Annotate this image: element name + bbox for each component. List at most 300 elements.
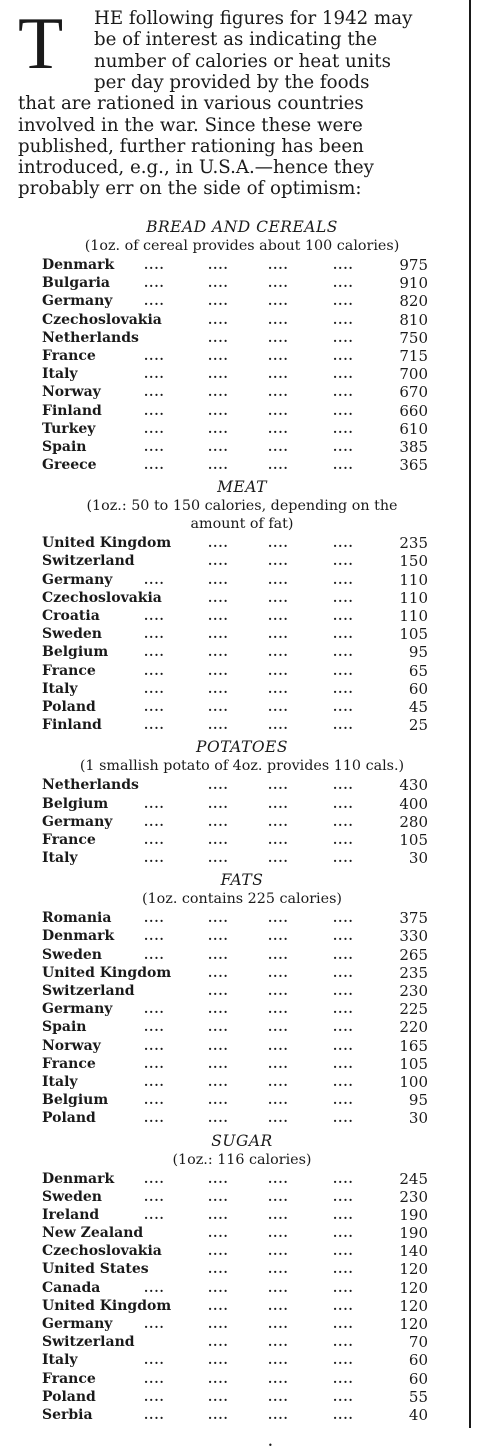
leader-dots: .... xyxy=(333,590,354,605)
calorie-value: 700 xyxy=(399,365,428,384)
country-name: Poland xyxy=(42,698,96,715)
leader-dots: .... xyxy=(208,258,229,272)
leader-dots: .... xyxy=(144,1038,165,1053)
leader-dots: .... xyxy=(333,681,354,696)
leader-dots: .... xyxy=(144,1371,165,1386)
leader-dots: .... xyxy=(208,1371,229,1386)
calorie-value: 105 xyxy=(399,830,428,849)
section-heading: SUGAR xyxy=(211,1131,273,1150)
calorie-value: 55 xyxy=(408,1387,428,1406)
country-name: Italy xyxy=(42,1352,78,1369)
leader-dots: .... xyxy=(208,1038,229,1053)
calorie-value: 330 xyxy=(399,927,428,946)
table-row xyxy=(18,383,466,401)
leader-dots: .... xyxy=(268,1226,289,1241)
leader-dots: .... xyxy=(144,276,165,291)
leader-dots: .... xyxy=(268,911,289,926)
calorie-value: 140 xyxy=(399,1242,428,1261)
country-name: Germany xyxy=(42,1316,113,1332)
calorie-value: 110 xyxy=(399,607,428,625)
calorie-value: 280 xyxy=(399,812,428,831)
country-name: Netherlands xyxy=(42,329,139,346)
table-row xyxy=(18,776,466,794)
table-row xyxy=(18,716,466,734)
section-heading: POTATOES xyxy=(196,738,288,757)
table-row xyxy=(18,347,466,365)
intro-line: HE following figures for 1942 may xyxy=(94,8,413,29)
leader-dots: .... xyxy=(208,385,229,400)
country-name: Italy xyxy=(42,680,78,697)
leader-dots: .... xyxy=(333,385,354,400)
leader-dots: .... xyxy=(333,1407,354,1422)
calorie-value: 430 xyxy=(399,776,428,795)
leader-dots: .... xyxy=(268,718,289,733)
leader-dots: .... xyxy=(144,1317,165,1331)
leader-dots: .... xyxy=(144,1074,165,1089)
leader-dots: .... xyxy=(333,627,354,642)
leader-dots: .... xyxy=(144,947,165,962)
leader-dots: .... xyxy=(333,403,354,418)
country-name: Canada xyxy=(42,1279,101,1296)
leader-dots: .... xyxy=(333,1002,354,1017)
calorie-value: 610 xyxy=(399,419,428,438)
leader-dots: .... xyxy=(208,572,229,587)
leader-dots: .... xyxy=(268,1020,289,1035)
leader-dots: .... xyxy=(268,1093,289,1108)
calorie-value: 365 xyxy=(399,456,428,475)
leader-dots: .... xyxy=(333,572,354,587)
leader-dots: .... xyxy=(144,1111,165,1126)
calorie-value: 400 xyxy=(399,794,428,813)
leader-dots: .... xyxy=(208,1317,229,1331)
leader-dots: .... xyxy=(208,536,229,551)
leader-dots: .... xyxy=(268,1335,289,1350)
leader-dots: .... xyxy=(144,294,165,309)
table-row xyxy=(18,1388,466,1406)
table-row xyxy=(18,420,466,438)
intro-line: number of calories or heat units xyxy=(94,50,391,72)
data-rows xyxy=(18,1170,466,1425)
intro-line: introduced, e.g., in U.S.A.—hence they xyxy=(18,157,374,179)
leader-dots: .... xyxy=(144,681,165,696)
intro-line: that are rationed in various countries xyxy=(18,93,364,115)
leader-dots: .... xyxy=(208,929,229,944)
calorie-value: 120 xyxy=(399,1260,428,1279)
calorie-value: 225 xyxy=(399,1000,428,1019)
leader-dots: .... xyxy=(268,590,289,605)
leader-dots: .... xyxy=(268,1407,289,1422)
table-row xyxy=(18,311,466,329)
section-heading: BREAD AND CEREALS xyxy=(146,218,338,236)
intro-line: per day provided by the foods xyxy=(94,71,370,93)
leader-dots: .... xyxy=(268,439,289,454)
table-row xyxy=(18,274,466,292)
leader-dots: .... xyxy=(268,554,289,569)
country-name: Romania xyxy=(42,910,112,927)
country-name: France xyxy=(42,347,96,364)
leader-dots: .... xyxy=(268,1244,289,1259)
country-name: United Kingdom xyxy=(42,964,172,981)
leader-dots: .... xyxy=(268,778,289,793)
table-row xyxy=(18,402,466,420)
leader-dots: .... xyxy=(333,796,354,811)
calorie-value: 105 xyxy=(399,625,428,644)
leader-dots: .... xyxy=(208,663,229,678)
calorie-value: 975 xyxy=(399,256,428,274)
calorie-value: 100 xyxy=(399,1072,428,1091)
leader-dots: .... xyxy=(144,699,165,714)
leader-dots: .... xyxy=(268,1056,289,1071)
leader-dots: .... xyxy=(268,1074,289,1089)
calorie-value: 235 xyxy=(399,963,428,982)
leader-dots: .... xyxy=(144,1407,165,1422)
calorie-value: 65 xyxy=(408,661,428,680)
country-name: Spain xyxy=(42,1019,87,1036)
country-name: Denmark xyxy=(42,1170,115,1187)
calorie-value: 40 xyxy=(408,1405,428,1424)
table-row xyxy=(18,438,466,456)
section-heading: FATS xyxy=(220,871,264,890)
calorie-value: 230 xyxy=(399,1187,428,1206)
leader-dots: .... xyxy=(208,645,229,660)
calorie-value: 25 xyxy=(408,716,428,735)
leader-dots: .... xyxy=(144,1002,165,1017)
drop-cap: T xyxy=(18,3,64,85)
table-row xyxy=(18,680,466,698)
leader-dots: .... xyxy=(333,294,354,309)
leader-dots: .... xyxy=(268,312,289,327)
leader-dots: .... xyxy=(333,1317,354,1331)
leader-dots: .... xyxy=(268,1189,289,1204)
table-row xyxy=(18,849,466,867)
country-name: Switzerland xyxy=(42,983,135,999)
country-name: Spain xyxy=(42,438,87,455)
table-row xyxy=(18,1315,466,1333)
intro-paragraph xyxy=(18,3,466,232)
table-row xyxy=(18,1055,466,1073)
table-row xyxy=(18,365,466,383)
calorie-value: 670 xyxy=(399,383,428,402)
calorie-value: 810 xyxy=(399,310,428,329)
calorie-value: 375 xyxy=(399,909,428,928)
leader-dots: .... xyxy=(333,1371,354,1386)
leader-dots: .... xyxy=(268,276,289,291)
country-name: France xyxy=(42,831,96,848)
leader-dots: .... xyxy=(333,258,354,272)
leader-dots: .... xyxy=(208,1226,229,1241)
leader-dots: .... xyxy=(268,536,289,551)
leader-dots: .... xyxy=(144,609,165,623)
leader-dots: .... xyxy=(333,1226,354,1241)
leader-dots: .... xyxy=(268,645,289,660)
leader-dots: .... xyxy=(208,439,229,454)
calorie-value: 385 xyxy=(399,437,428,456)
calorie-value: 820 xyxy=(399,292,428,311)
leader-dots: .... xyxy=(208,1093,229,1108)
calorie-value: 165 xyxy=(399,1036,428,1055)
leader-dots: .... xyxy=(333,1038,354,1053)
table-row xyxy=(18,589,466,607)
leader-dots: .... xyxy=(208,699,229,714)
table-row xyxy=(18,698,466,716)
leader-dots: .... xyxy=(144,421,165,436)
country-name: Sweden xyxy=(42,946,102,963)
leader-dots: .... xyxy=(268,851,289,866)
leader-dots: .... xyxy=(208,276,229,291)
table-row xyxy=(18,1224,466,1242)
country-name: Czechoslovakia xyxy=(42,1243,162,1260)
leader-dots: .... xyxy=(208,1335,229,1350)
leader-dots: .... xyxy=(268,609,289,623)
table-row xyxy=(18,927,466,945)
leader-dots: .... xyxy=(144,814,165,829)
calorie-value: 230 xyxy=(399,982,428,1000)
table-row xyxy=(18,1333,466,1351)
country-name: Poland xyxy=(42,1388,96,1405)
leader-dots: .... xyxy=(208,312,229,327)
country-name: United Kingdom xyxy=(42,535,172,552)
calorie-value: 150 xyxy=(399,552,428,571)
leader-dots: .... xyxy=(333,330,354,345)
leader-dots: .... xyxy=(333,1353,354,1368)
leader-dots: .... xyxy=(208,1407,229,1422)
country-name: Germany xyxy=(42,571,113,588)
leader-dots: .... xyxy=(268,929,289,944)
leader-dots: .... xyxy=(208,1074,229,1089)
leader-dots: .... xyxy=(268,1111,289,1126)
leader-dots: .... xyxy=(268,421,289,436)
leader-dots: .... xyxy=(333,1171,354,1186)
table-row xyxy=(18,643,466,661)
country-name: Denmark xyxy=(42,257,115,273)
leader-dots: .... xyxy=(208,1389,229,1404)
section-note: (1oz. contains 225 calories) xyxy=(142,891,342,908)
country-name: Belgium xyxy=(42,795,109,812)
country-name: Finland xyxy=(42,402,102,419)
country-name: Sweden xyxy=(42,626,102,643)
calorie-value: 910 xyxy=(399,274,428,293)
country-name: France xyxy=(42,1370,96,1387)
leader-dots: .... xyxy=(144,385,165,400)
leader-dots: .... xyxy=(144,348,165,363)
leader-dots: .... xyxy=(268,1317,289,1331)
table-row xyxy=(18,552,466,570)
leader-dots: .... xyxy=(144,367,165,382)
country-name: Turkey xyxy=(42,420,96,437)
leader-dots: .... xyxy=(208,1020,229,1035)
leader-dots: .... xyxy=(333,421,354,436)
table-row xyxy=(18,625,466,643)
leader-dots: .... xyxy=(208,965,229,980)
country-name: United Kingdom xyxy=(42,1297,172,1314)
leader-dots: .... xyxy=(144,851,165,866)
calorie-value: 120 xyxy=(399,1296,428,1315)
leader-dots: .... xyxy=(268,663,289,678)
leader-dots: .... xyxy=(208,348,229,363)
leader-dots: .... xyxy=(208,1207,229,1222)
data-rows xyxy=(18,909,466,1127)
leader-dots: .... xyxy=(144,439,165,454)
calorie-value: 120 xyxy=(399,1315,428,1333)
section-note: (1oz. of cereal provides about 100 calories) xyxy=(84,238,400,254)
table-row xyxy=(18,1406,466,1424)
country-name: Finland xyxy=(42,717,102,734)
table-row xyxy=(18,1260,466,1278)
table-row xyxy=(18,256,466,274)
leader-dots: .... xyxy=(333,778,354,793)
leader-dots: .... xyxy=(333,1074,354,1089)
table-row xyxy=(18,571,466,589)
leader-dots: .... xyxy=(208,832,229,847)
calorie-value: 105 xyxy=(399,1054,428,1073)
leader-dots: .... xyxy=(208,458,229,473)
calorie-value: 60 xyxy=(408,1351,428,1370)
table-row xyxy=(18,1188,466,1206)
table-row xyxy=(18,909,466,927)
leader-dots: .... xyxy=(333,832,354,847)
table-row xyxy=(18,1109,466,1127)
table-row xyxy=(18,534,466,552)
country-name: Czechoslovakia xyxy=(42,589,162,606)
print-speck: • xyxy=(268,1441,273,1450)
leader-dots: .... xyxy=(333,439,354,454)
leader-dots: .... xyxy=(208,1056,229,1071)
leader-dots: .... xyxy=(208,554,229,569)
leader-dots: .... xyxy=(333,536,354,551)
leader-dots: .... xyxy=(268,1002,289,1017)
country-name: Germany xyxy=(42,813,113,830)
data-rows xyxy=(18,256,466,474)
calorie-value: 60 xyxy=(408,679,428,698)
leader-dots: .... xyxy=(268,699,289,714)
leader-dots: .... xyxy=(208,1280,229,1295)
leader-dots: .... xyxy=(268,1298,289,1313)
table-row xyxy=(18,1037,466,1055)
leader-dots: .... xyxy=(333,367,354,382)
leader-dots: .... xyxy=(144,929,165,944)
leader-dots: .... xyxy=(208,627,229,642)
leader-dots: .... xyxy=(268,1171,289,1186)
calorie-value: 265 xyxy=(399,945,428,964)
leader-dots: .... xyxy=(333,663,354,678)
leader-dots: .... xyxy=(268,832,289,847)
leader-dots: .... xyxy=(208,609,229,623)
leader-dots: .... xyxy=(268,458,289,473)
section-note: (1 smallish potato of 4oz. provides 110 cals.) xyxy=(79,758,405,775)
leader-dots: .... xyxy=(208,984,229,998)
leader-dots: .... xyxy=(144,1389,165,1404)
leader-dots: .... xyxy=(333,1389,354,1404)
leader-dots: .... xyxy=(333,1207,354,1222)
country-name: Netherlands xyxy=(42,777,139,794)
leader-dots: .... xyxy=(268,965,289,980)
leader-dots: .... xyxy=(268,572,289,587)
table-row xyxy=(18,1000,466,1018)
leader-dots: .... xyxy=(268,403,289,418)
calorie-value: 30 xyxy=(408,1109,428,1128)
leader-dots: .... xyxy=(333,1335,354,1350)
leader-dots: .... xyxy=(144,796,165,811)
leader-dots: .... xyxy=(144,458,165,473)
leader-dots: .... xyxy=(144,258,165,272)
intro-line: involved in the war. Since these were xyxy=(18,114,363,136)
section-fats xyxy=(18,871,466,1127)
leader-dots: .... xyxy=(268,1389,289,1404)
table-row xyxy=(18,1279,466,1297)
calorie-value: 245 xyxy=(399,1169,428,1188)
leader-dots: .... xyxy=(333,1280,354,1295)
leader-dots: .... xyxy=(208,947,229,962)
data-rows xyxy=(18,776,466,867)
country-name: Poland xyxy=(42,1110,96,1127)
leader-dots: .... xyxy=(268,984,289,998)
leader-dots: .... xyxy=(268,367,289,382)
leader-dots: .... xyxy=(144,627,165,642)
table-row xyxy=(18,329,466,347)
leader-dots: .... xyxy=(333,645,354,660)
table-row xyxy=(18,607,466,625)
calorie-value: 220 xyxy=(399,1018,428,1037)
section-note: (1oz.: 50 to 150 calories, depending on the xyxy=(86,498,398,515)
country-name: Belgium xyxy=(42,1092,109,1109)
calorie-value: 70 xyxy=(408,1333,428,1352)
leader-dots: .... xyxy=(208,294,229,309)
leader-dots: .... xyxy=(208,796,229,811)
country-name: United States xyxy=(42,1261,149,1278)
column-rule xyxy=(469,0,471,1428)
leader-dots: .... xyxy=(268,814,289,829)
table-row xyxy=(18,795,466,813)
country-name: France xyxy=(42,1055,96,1072)
leader-dots: .... xyxy=(268,348,289,363)
leader-dots: .... xyxy=(268,294,289,309)
leader-dots: .... xyxy=(268,1038,289,1053)
calorie-value: 120 xyxy=(399,1278,428,1297)
section-sugar xyxy=(18,1132,466,1425)
leader-dots: .... xyxy=(208,1189,229,1204)
country-name: Italy xyxy=(42,366,78,383)
leader-dots: .... xyxy=(333,609,354,623)
section-heading: MEAT xyxy=(217,478,267,497)
leader-dots: .... xyxy=(144,663,165,678)
table-row xyxy=(18,1073,466,1091)
leader-dots: .... xyxy=(333,1189,354,1204)
leader-dots: .... xyxy=(333,1111,354,1126)
leader-dots: .... xyxy=(208,1002,229,1017)
leader-dots: .... xyxy=(268,385,289,400)
table-row xyxy=(18,1091,466,1109)
leader-dots: .... xyxy=(333,984,354,998)
country-name: Greece xyxy=(42,457,97,474)
table-row xyxy=(18,292,466,310)
table-row xyxy=(18,982,466,1000)
leader-dots: .... xyxy=(333,458,354,473)
leader-dots: .... xyxy=(268,1371,289,1386)
country-name: New Zealand xyxy=(42,1225,144,1242)
leader-dots: .... xyxy=(333,718,354,733)
leader-dots: .... xyxy=(333,814,354,829)
country-name: Serbia xyxy=(42,1406,93,1423)
calorie-value: 235 xyxy=(399,534,428,553)
leader-dots: .... xyxy=(144,403,165,418)
table-row xyxy=(18,1018,466,1036)
leader-dots: .... xyxy=(333,1093,354,1108)
country-name: Switzerland xyxy=(42,1334,135,1351)
table-row xyxy=(18,1170,466,1188)
leader-dots: .... xyxy=(268,1353,289,1368)
section-bread-and-cereals xyxy=(18,218,466,474)
leader-dots: .... xyxy=(208,367,229,382)
